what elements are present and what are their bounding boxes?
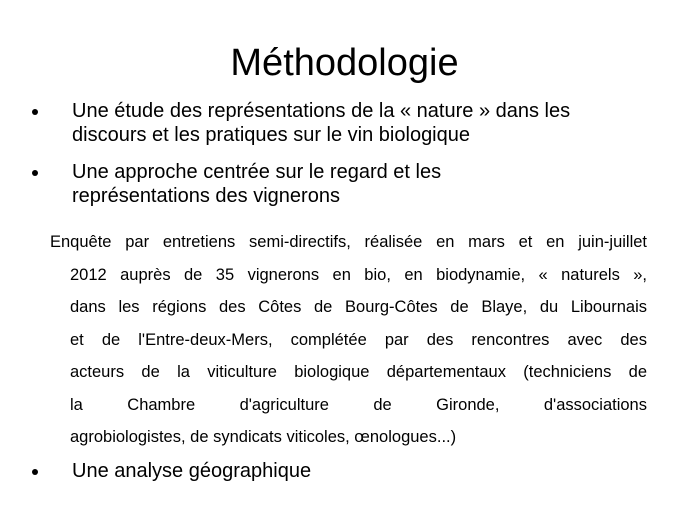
bullet-dot-icon	[32, 109, 38, 115]
slide-title: Méthodologie	[230, 42, 459, 84]
methodology-paragraph	[50, 226, 647, 454]
paragraph-line: Enquête par entretiens semi-directifs, réalisée en mars et en juin-juillet	[50, 233, 647, 251]
paragraph-line: agrobiologistes, de syndicats viticoles, œnologues...)	[70, 428, 457, 446]
paragraph-line: dans les régions des Côtes de Bourg-Côtes de Blaye, du Libournais	[70, 298, 647, 316]
paragraph-line: et de l'Entre-deux-Mers, complétée par des rencontres avec des	[70, 330, 647, 349]
bullet-text-line: discours et les pratiques sur le vin biologique	[72, 124, 470, 146]
bullet-dot-icon	[32, 469, 38, 475]
bullet-text	[72, 99, 672, 147]
paragraph-line: 2012 auprès de 35 vignerons en bio, en biodynamie, « naturels »,	[70, 265, 647, 284]
bullet-text	[72, 160, 672, 208]
paragraph-line: la Chambre d'agriculture de Gironde, d'associations	[70, 395, 647, 414]
bullet-dot-icon	[32, 170, 38, 176]
bullet-text	[72, 459, 672, 483]
paragraph-line: acteurs de la viticulture biologique départementaux (techniciens de	[70, 363, 647, 381]
bullet-text-line: Une approche centrée sur le regard et les	[72, 161, 442, 183]
bullet-text-line: Une analyse géographique	[72, 460, 312, 482]
bullet-text-line: Une étude des représentations de la « nature » dans les	[72, 100, 571, 122]
bullet-text-line: représentations des vignerons	[72, 185, 340, 207]
